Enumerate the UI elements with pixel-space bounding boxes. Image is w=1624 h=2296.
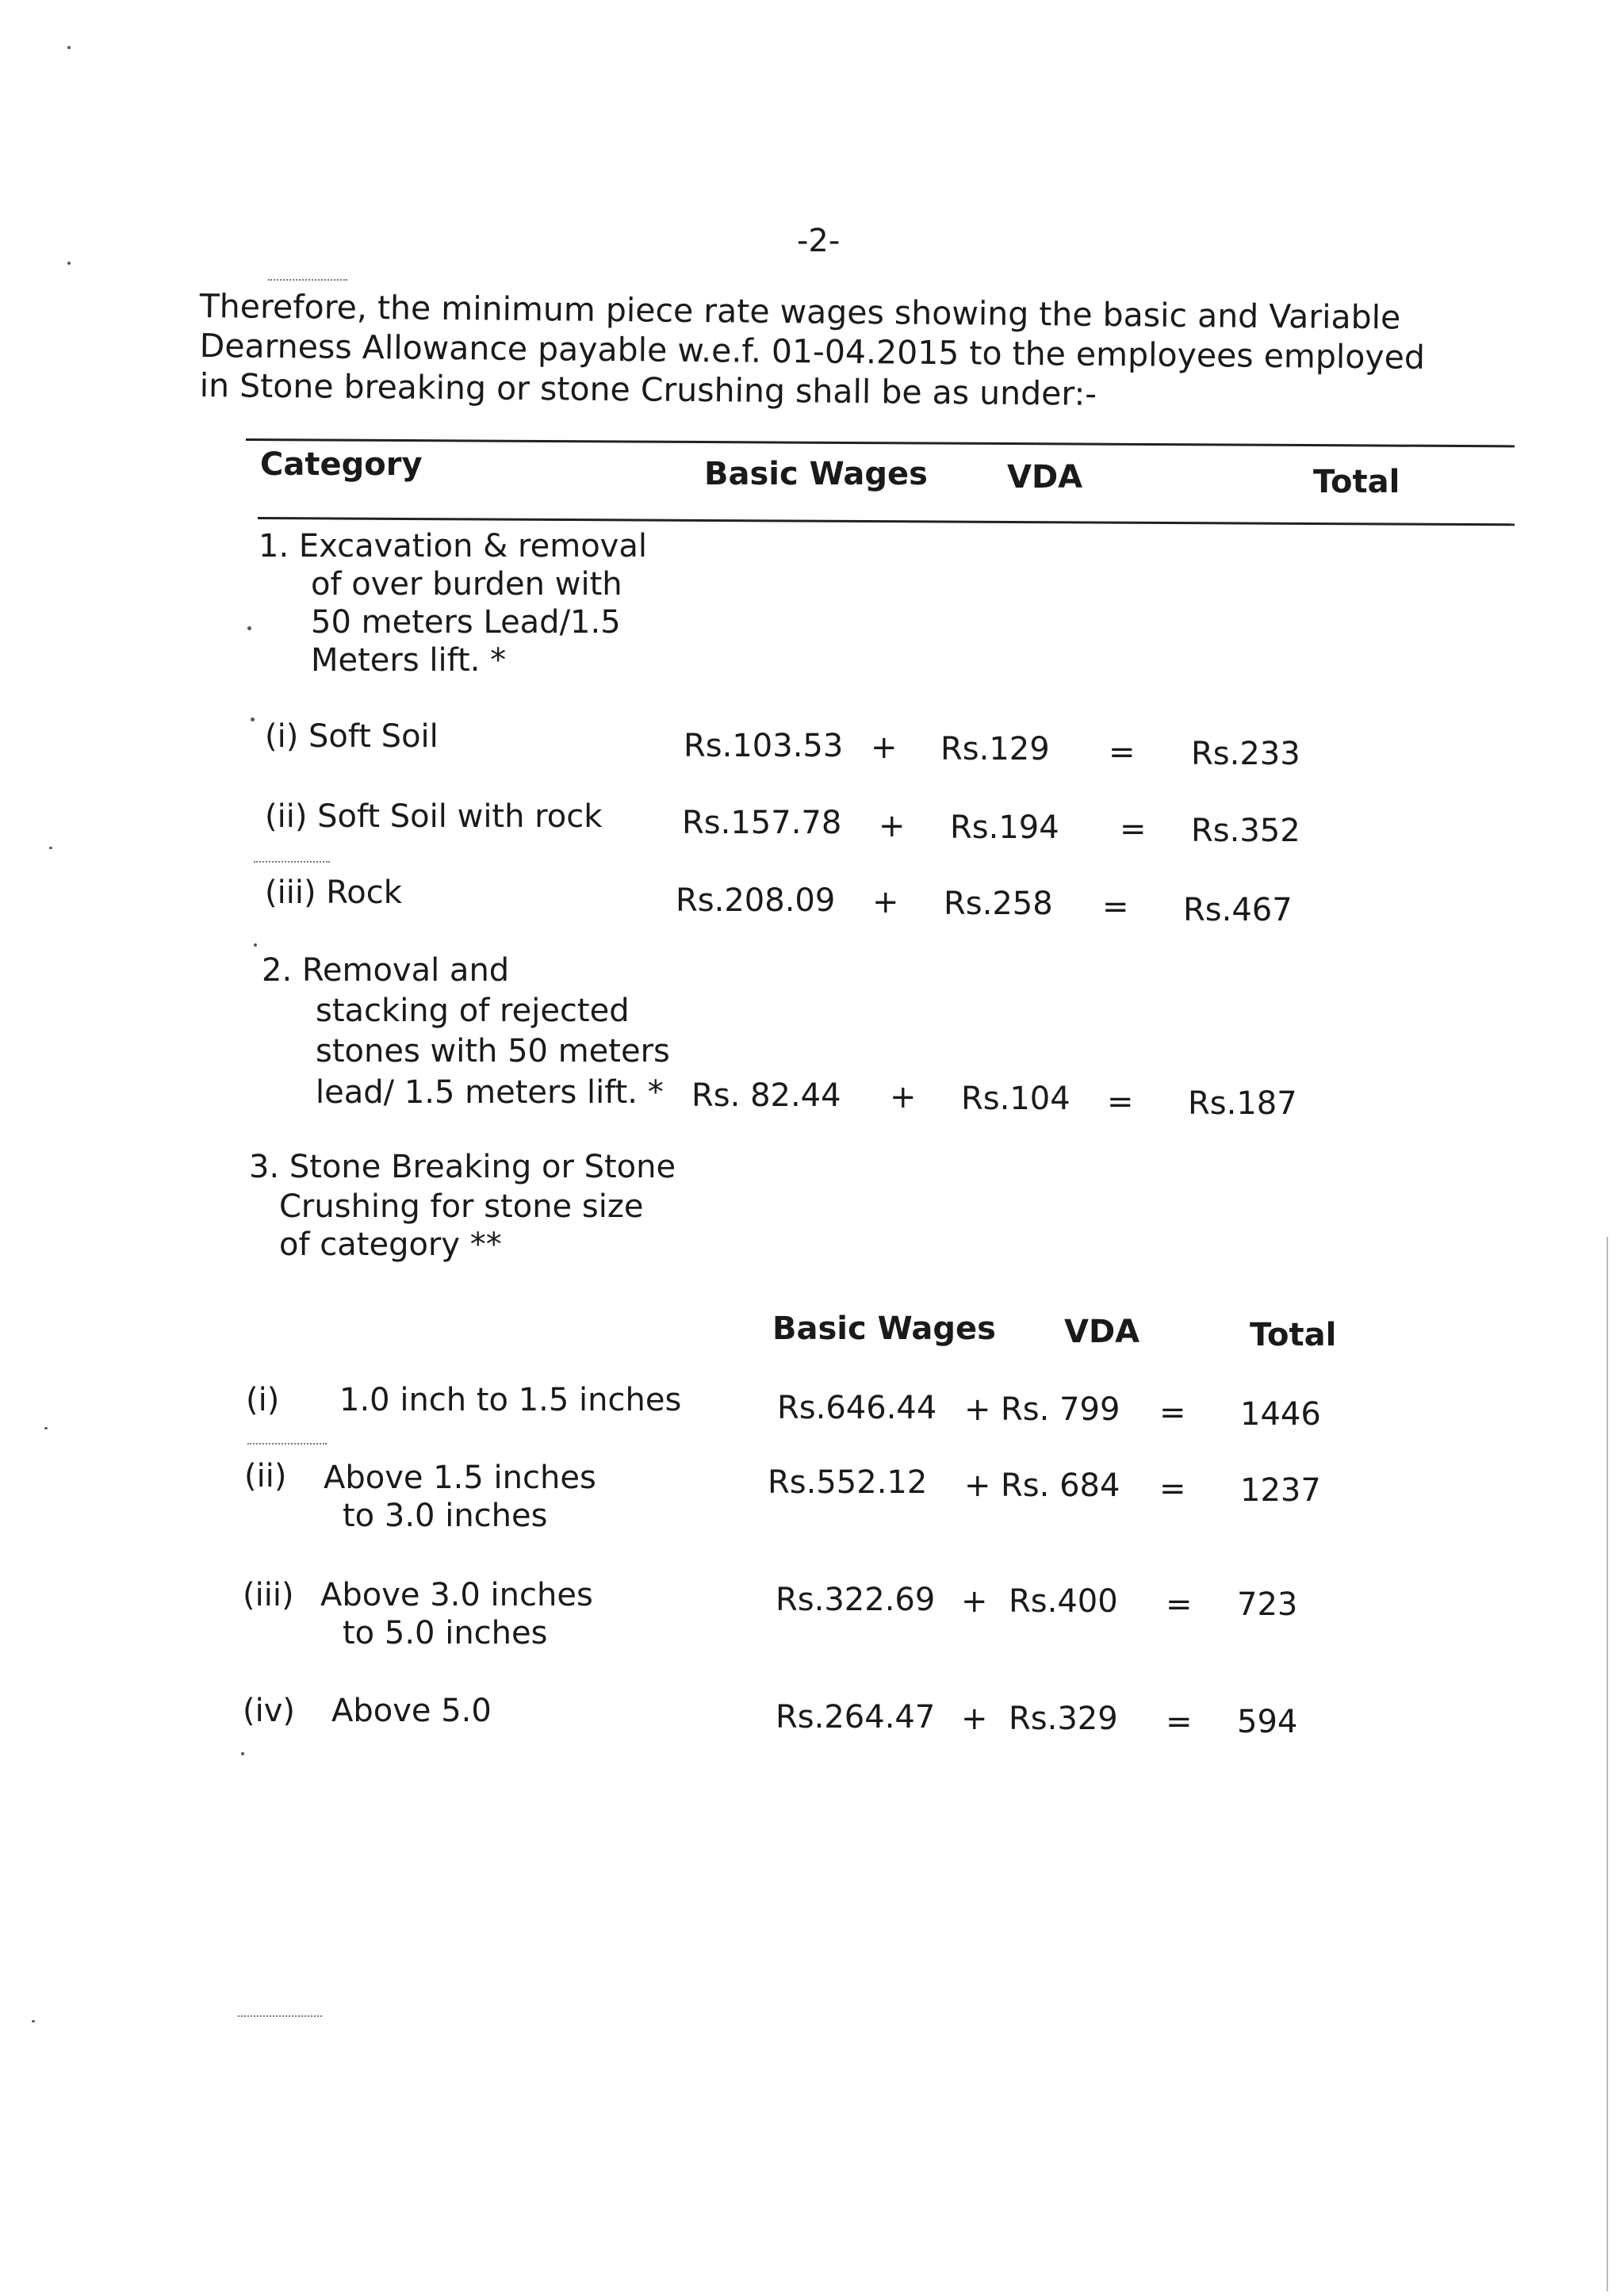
row-label: Above 3.0 inches: [320, 1577, 593, 1613]
cat1-line-1: 1. Excavation & removal: [259, 528, 647, 564]
row-label: Above 5.0: [331, 1693, 492, 1729]
equals-sign: =: [1166, 1586, 1193, 1623]
row-vda: Rs.329: [1009, 1701, 1118, 1737]
equals-sign: =: [1102, 889, 1129, 925]
row-vda: Rs.194: [950, 809, 1059, 846]
header-category: Category: [260, 446, 423, 483]
cat2-line-3: stones with 50 meters: [316, 1033, 670, 1070]
cat3-header-vda: VDA: [1064, 1314, 1140, 1350]
equals-sign: =: [1159, 1395, 1186, 1431]
page-number: -2-: [797, 223, 841, 259]
plus-sign: +: [964, 1468, 991, 1504]
cat2-line-1: 2. Removal and: [262, 952, 510, 989]
cat2-vda: Rs.104: [961, 1081, 1071, 1117]
row-label: Above 1.5 inches: [324, 1460, 596, 1496]
row-basic: Rs.552.12: [768, 1464, 928, 1501]
header-basic-wages: Basic Wages: [704, 456, 928, 492]
scan-smudge: [238, 2015, 322, 2017]
header-vda: VDA: [1007, 459, 1083, 496]
row-label: 1.0 inch to 1.5 inches: [339, 1382, 682, 1418]
cat3-line-3: of category **: [279, 1226, 502, 1263]
equals-sign: =: [1120, 811, 1147, 848]
cat3-header-total: Total: [1250, 1317, 1337, 1353]
cat2-basic: Rs. 82.44: [691, 1077, 841, 1114]
row-total: 594: [1237, 1704, 1298, 1740]
row-vda: Rs. 799: [1001, 1391, 1120, 1428]
plus-sign: +: [871, 729, 898, 766]
row-basic: Rs.208.09: [676, 882, 836, 919]
row-total: 1237: [1240, 1472, 1321, 1509]
scan-speck: [67, 46, 71, 49]
row-basic: Rs.322.69: [776, 1582, 936, 1618]
equals-sign: =: [1107, 1084, 1134, 1120]
cat3-line-1: 3. Stone Breaking or Stone: [249, 1149, 676, 1185]
cat2-total: Rs.187: [1188, 1085, 1297, 1122]
plus-sign: +: [961, 1701, 988, 1737]
scan-speck: [49, 847, 52, 849]
intro-line-1: Therefore, the minimum piece rate wages showing the basic and Variable: [199, 287, 1401, 337]
row-total: 1446: [1240, 1396, 1321, 1433]
row-total: Rs.352: [1191, 813, 1300, 849]
row-total: Rs.233: [1191, 736, 1300, 772]
row-vda: Rs.400: [1009, 1583, 1118, 1620]
cat3-line-2: Crushing for stone size: [279, 1188, 644, 1225]
row-vda: Rs.129: [940, 731, 1050, 767]
cat2-line-4: lead/ 1.5 meters lift. *: [316, 1074, 664, 1111]
scan-speck: [251, 718, 255, 721]
row-basic: Rs.264.47: [776, 1699, 936, 1735]
cat1-line-4: Meters lift. *: [311, 642, 507, 679]
row-basic: Rs.157.78: [682, 805, 842, 841]
scan-speck: [32, 2020, 35, 2022]
cat3-header-basic-wages: Basic Wages: [772, 1311, 996, 1347]
intro-line-3: in Stone breaking or stone Crushing shall be as under:-: [199, 366, 1097, 413]
row-label-cont: to 5.0 inches: [343, 1615, 548, 1651]
scan-speck: [67, 262, 71, 265]
row-label-cont: to 3.0 inches: [343, 1498, 548, 1534]
scan-speck: [247, 626, 251, 630]
row-number: (ii): [244, 1458, 287, 1494]
plus-sign: +: [879, 808, 906, 844]
equals-sign: =: [1159, 1471, 1186, 1507]
row-number: (iv): [243, 1693, 295, 1729]
plus-sign: +: [964, 1391, 991, 1428]
row-vda: Rs. 684: [1001, 1468, 1120, 1504]
table-top-rule: [246, 438, 1515, 447]
equals-sign: =: [1109, 734, 1136, 771]
row-total: Rs.467: [1183, 892, 1293, 928]
row-label: (i) Soft Soil: [265, 718, 439, 755]
row-label: (iii) Rock: [265, 874, 402, 911]
plus-sign: +: [872, 884, 899, 920]
plus-sign: +: [890, 1079, 917, 1115]
row-basic: Rs.646.44: [777, 1390, 937, 1426]
row-number: (i): [246, 1382, 280, 1418]
plus-sign: +: [961, 1583, 988, 1620]
scan-speck: [44, 1427, 48, 1429]
scan-speck: [241, 1752, 244, 1755]
intro-line-2: Dearness Allowance payable w.e.f. 01-04.2015 to the employees employed: [199, 327, 1426, 377]
row-basic: Rs.103.53: [684, 728, 844, 764]
header-total: Total: [1313, 464, 1400, 500]
cat1-line-3: 50 meters Lead/1.5: [311, 604, 621, 641]
scan-smudge: [268, 279, 347, 281]
row-total: 723: [1237, 1586, 1298, 1623]
row-label: (ii) Soft Soil with rock: [265, 798, 603, 835]
scan-speck: [254, 943, 257, 947]
scan-smudge: [254, 861, 330, 863]
scan-smudge: [247, 1443, 327, 1445]
scan-edge-line: [1607, 1237, 1608, 2291]
row-number: (iii): [243, 1577, 294, 1613]
cat2-line-2: stacking of rejected: [316, 993, 630, 1029]
row-vda: Rs.258: [944, 886, 1053, 922]
equals-sign: =: [1166, 1704, 1193, 1740]
table-header-rule: [258, 517, 1515, 526]
cat1-line-2: of over burden with: [311, 566, 622, 603]
